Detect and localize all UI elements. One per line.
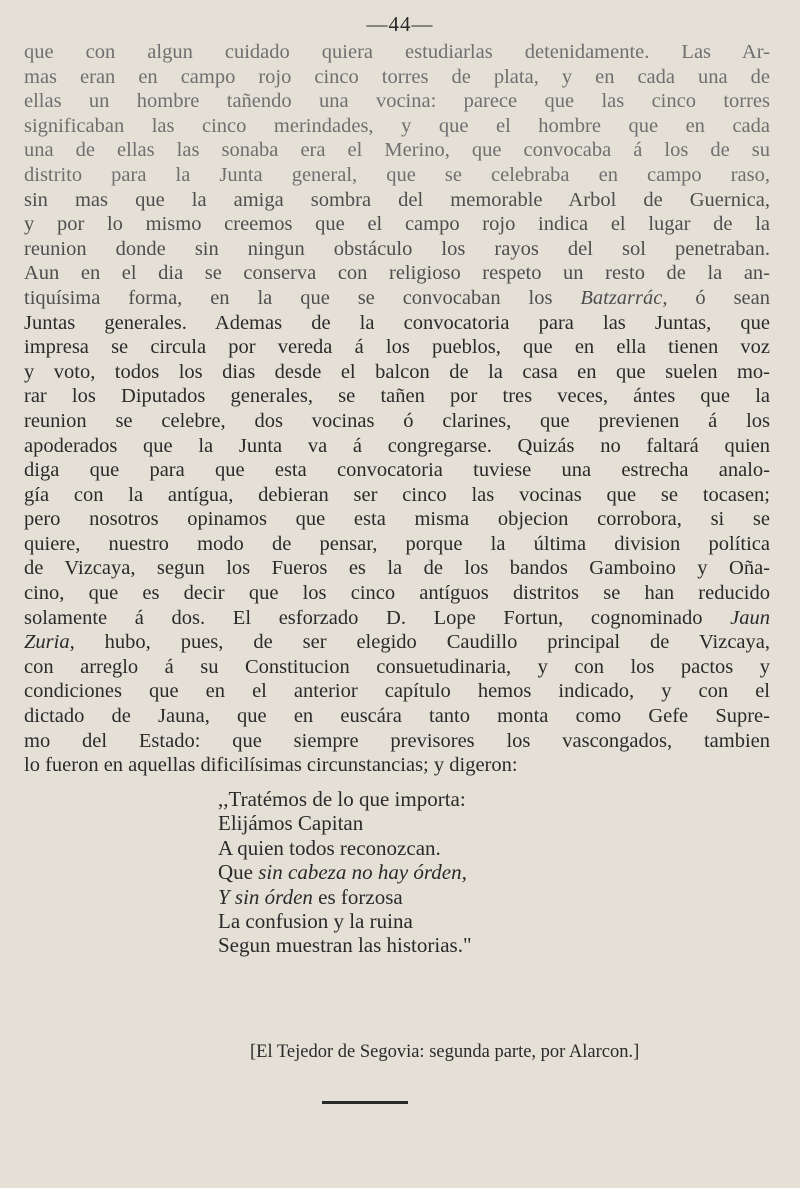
closing-rule xyxy=(322,1101,408,1104)
text-line: pero nosotros opinamos que esta misma objecion corrobora, si se xyxy=(24,508,770,531)
body-text xyxy=(24,40,770,778)
italic-term: Y sin órden xyxy=(218,884,313,909)
italic-term: Jaun xyxy=(730,606,770,629)
verse-line xyxy=(218,860,638,884)
text-segment: es forzosa xyxy=(318,884,403,909)
text-line: reunion se celebre, dos vocinas ó clarines, que previenen á los xyxy=(24,409,770,432)
text-line: de Vizcaya, segun los Fueros es la de los bandos Gamboino y Oña- xyxy=(24,557,770,580)
verse-line: La confusion y la ruina xyxy=(218,909,413,934)
text-line: con arreglo á su Constitucion consuetudinaria, y con los pactos y xyxy=(24,655,770,678)
verse-citation: [El Tejedor de Segovia: segunda parte, por Alarcon.] xyxy=(250,1042,640,1062)
text-line: cino, que es decir que los cinco antíguos distritos se han reducido xyxy=(24,582,770,605)
text-line: Aun en el dia se conserva con religioso respeto un resto de la an- xyxy=(24,262,770,285)
verse-line xyxy=(218,885,638,909)
text-line: Juntas generales. Ademas de la convocatoria para las Juntas, que xyxy=(24,311,770,334)
text-line: apoderados que la Junta va á congregarse. Quizás no faltará quien xyxy=(24,434,770,457)
text-line: una de ellas las sonaba era el Merino, que convocaba á los de su xyxy=(24,139,770,162)
text-line-with-italic xyxy=(24,606,770,631)
text-segment: Que xyxy=(218,860,253,885)
text-line: mas eran en campo rojo cinco torres de plata, y en cada una de xyxy=(24,65,770,88)
text-line: significaban las cinco merindades, y que el hombre que en cada xyxy=(24,114,770,137)
text-line: ellas un hombre tañendo una vocina: parece que las cinco torres xyxy=(24,90,770,113)
verse-line: Segun muestran las historias." xyxy=(218,933,472,958)
verse-line: ,,Tratémos de lo que importa: xyxy=(218,787,466,811)
text-line: diga que para que esta convocatoria tuviese una estrecha analo- xyxy=(24,459,770,482)
text-segment: solamente á dos. El esforzado D. Lope Fortun, cognominado xyxy=(24,606,703,629)
italic-term: sin cabeza no hay órden, xyxy=(258,860,467,885)
text-line: y voto, todos los dias desde el balcon de la casa en que suelen mo- xyxy=(24,360,770,383)
text-segment: ó sean xyxy=(695,286,770,309)
verse-quote xyxy=(218,787,638,958)
text-line: reunion donde sin ningun obstáculo los rayos del sol penetraban. xyxy=(24,237,770,260)
page-number: —44— xyxy=(366,12,434,36)
text-line: rar los Diputados generales, se tañen por tres veces, ántes que la xyxy=(24,385,770,408)
text-line: condiciones que en el anterior capítulo hemos indicado, y con el xyxy=(24,680,770,703)
text-line: lo fueron en aquellas dificilísimas circunstancias; y digeron: xyxy=(24,754,518,777)
italic-term: Batzarrác, xyxy=(580,286,668,309)
italic-term: Zuria, xyxy=(24,631,75,654)
text-line: impresa se circula por vereda á los pueblos, que en ella tienen voz xyxy=(24,336,770,359)
text-line: y por lo mismo creemos que el campo rojo indica el lugar de la xyxy=(24,213,770,236)
verse-line: A quien todos reconozcan. xyxy=(218,835,441,860)
text-line: gía con la antígua, debieran ser cinco las vocinas que se tocasen; xyxy=(24,483,770,506)
text-line: que con algun cuidado quiera estudiarlas detenidamente. Las Ar- xyxy=(24,41,770,63)
text-segment: tiquísima forma, en la que se convocaban los xyxy=(24,286,553,309)
text-line: dictado de Jauna, que en euscára tanto monta como Gefe Supre- xyxy=(24,705,770,728)
text-line: quiere, nuestro modo de pensar, porque la última division política xyxy=(24,532,770,555)
verse-line: Elijámos Capitan xyxy=(218,811,364,836)
text-line: distrito para la Junta general, que se celebraba en campo raso, xyxy=(24,163,770,186)
text-segment: hubo, pues, de ser elegido Caudillo principal de Vizcaya, xyxy=(104,631,771,654)
text-line-with-italic xyxy=(24,630,770,655)
text-line-with-italic xyxy=(24,286,770,311)
text-line: mo del Estado: que siempre previsores los vascongados, tambien xyxy=(24,729,770,752)
text-line: sin mas que la amiga sombra del memorable Arbol de Guernica, xyxy=(24,188,770,211)
